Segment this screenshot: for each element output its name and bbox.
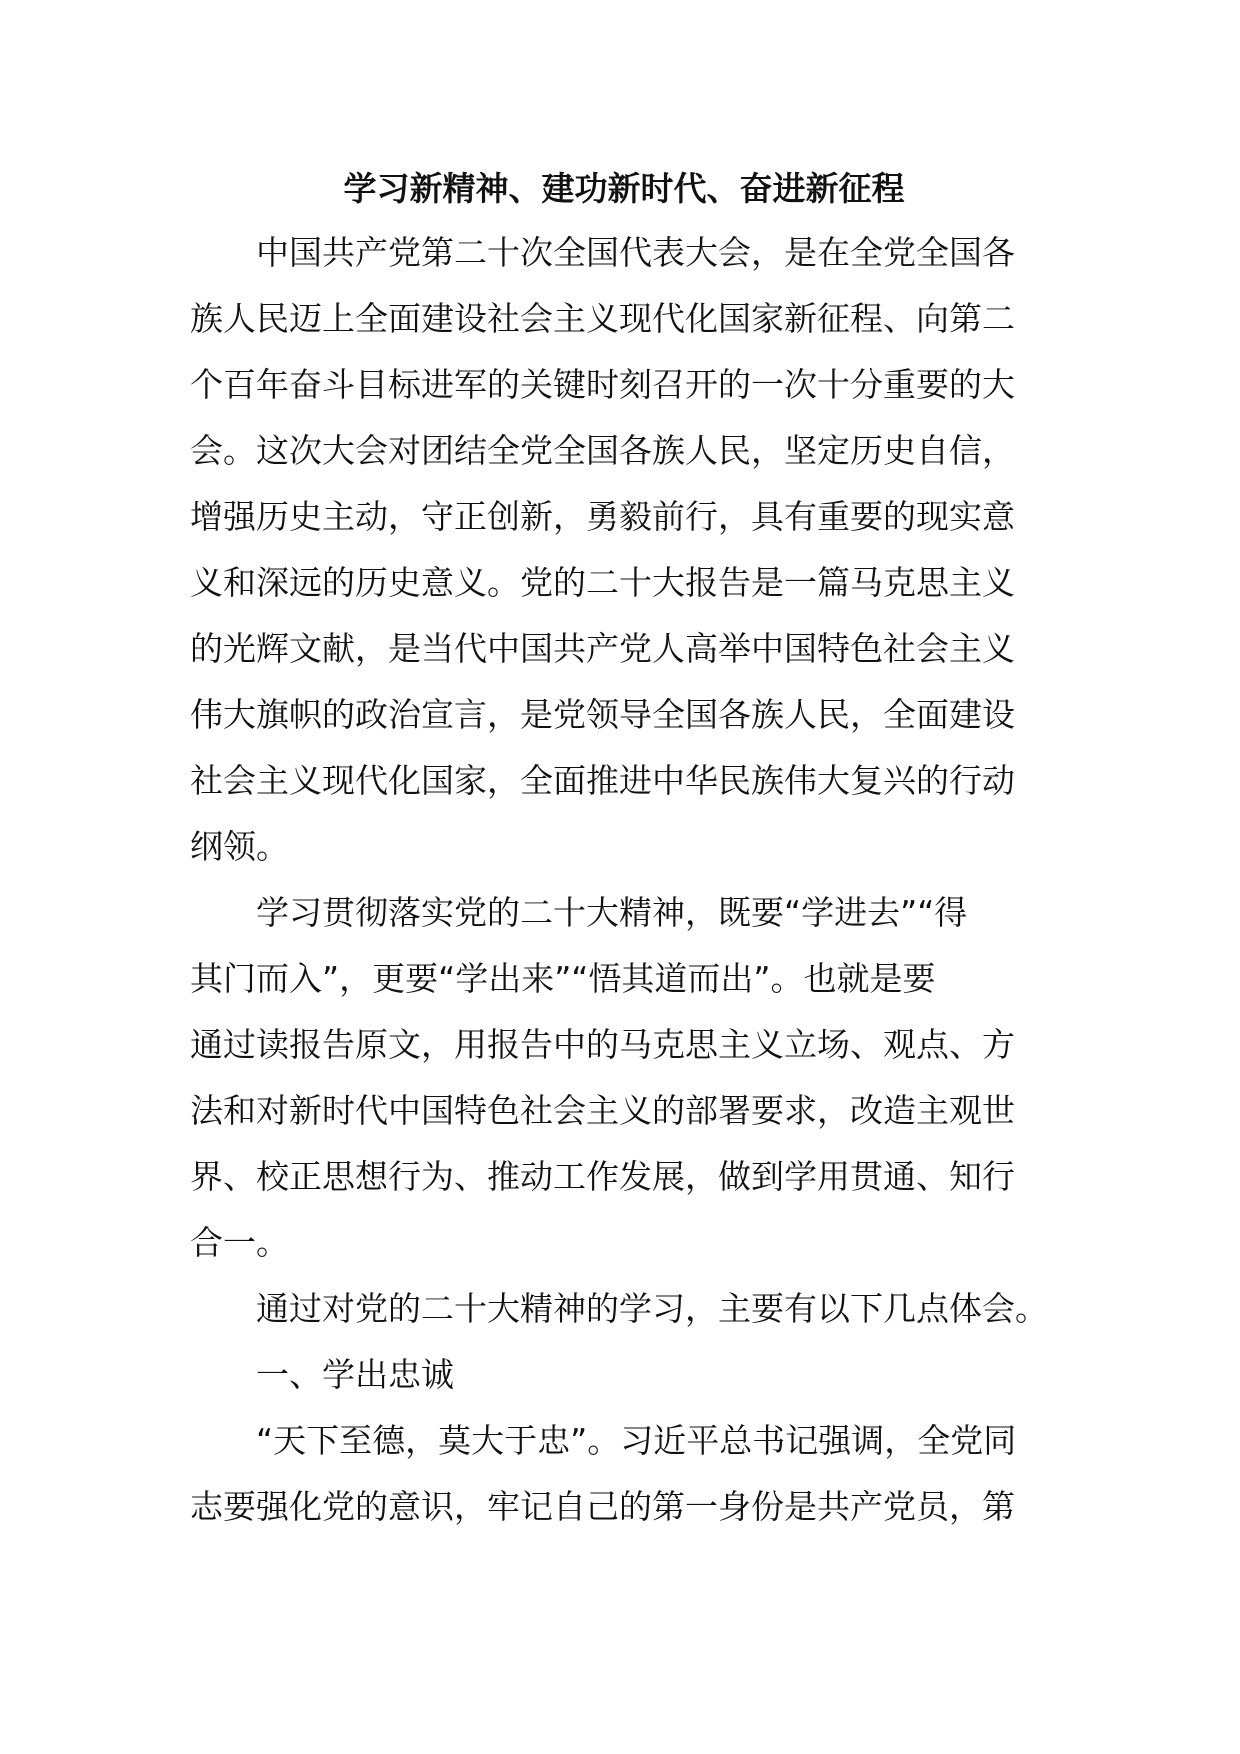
- paragraph-line: “天下至德，莫大于忠”。习近平总书记强调，全党同: [256, 1421, 1017, 1460]
- document-body: [190, 160, 1058, 1540]
- paragraph-line: 界、校正思想行为、推动工作发展，做到学用贯通、知行: [190, 1157, 1015, 1196]
- paragraph-line: 伟大旗帜的政治宣言，是党领导全国各族人民，全面建设: [190, 695, 1015, 734]
- paragraph-summary: [190, 1276, 1058, 1342]
- paragraph-line: 通过对党的二十大精神的学习，主要有以下几点体会。: [256, 1289, 1048, 1328]
- paragraph-line: 法和对新时代中国特色社会主义的部署要求，改造主观世: [190, 1091, 1015, 1130]
- paragraph-line: 个百年奋斗目标进军的关键时刻召开的一次十分重要的大: [190, 365, 1015, 404]
- section-heading-line: 一、学出忠诚: [256, 1355, 454, 1394]
- paragraph-line: 义和深远的历史意义。党的二十大报告是一篇马克思主义: [190, 563, 1015, 602]
- paragraph-line: 族人民迈上全面建设社会主义现代化国家新征程、向第二: [190, 299, 1015, 338]
- paragraph-line: 学习贯彻落实党的二十大精神，既要“学进去”“得: [256, 893, 968, 932]
- paragraph-line: 社会主义现代化国家，全面推进中华民族伟大复兴的行动: [190, 761, 1015, 800]
- paragraph-line: 通过读报告原文，用报告中的马克思主义立场、观点、方: [190, 1025, 1015, 1064]
- paragraph-loyalty: [190, 1408, 1058, 1540]
- document-title: 学习新精神、建功新时代、奋进新征程: [343, 169, 905, 208]
- paragraph-line: 中国共产党第二十次全国代表大会，是在全党全国各: [256, 233, 1015, 272]
- paragraph-study: [190, 880, 1058, 1276]
- paragraph-line: 增强历史主动，守正创新，勇毅前行，具有重要的现实意: [190, 497, 1015, 536]
- paragraph-line: 志要强化党的意识，牢记自己的第一身份是共产党员，第: [190, 1487, 1015, 1526]
- paragraph-line: 其门而入”，更要“学出来”“悟其道而出”。也就是要: [190, 959, 936, 998]
- paragraph-line: 会。这次大会对团结全党全国各族人民，坚定历史自信，: [190, 431, 1015, 470]
- paragraph-line: 合一。: [190, 1223, 289, 1262]
- paragraph-intro: [190, 220, 1058, 880]
- paragraph-line: 纲领。: [190, 827, 289, 866]
- section-heading-loyalty: [190, 1342, 1058, 1408]
- paragraph-line: 的光辉文献，是当代中国共产党人高举中国特色社会主义: [190, 629, 1015, 668]
